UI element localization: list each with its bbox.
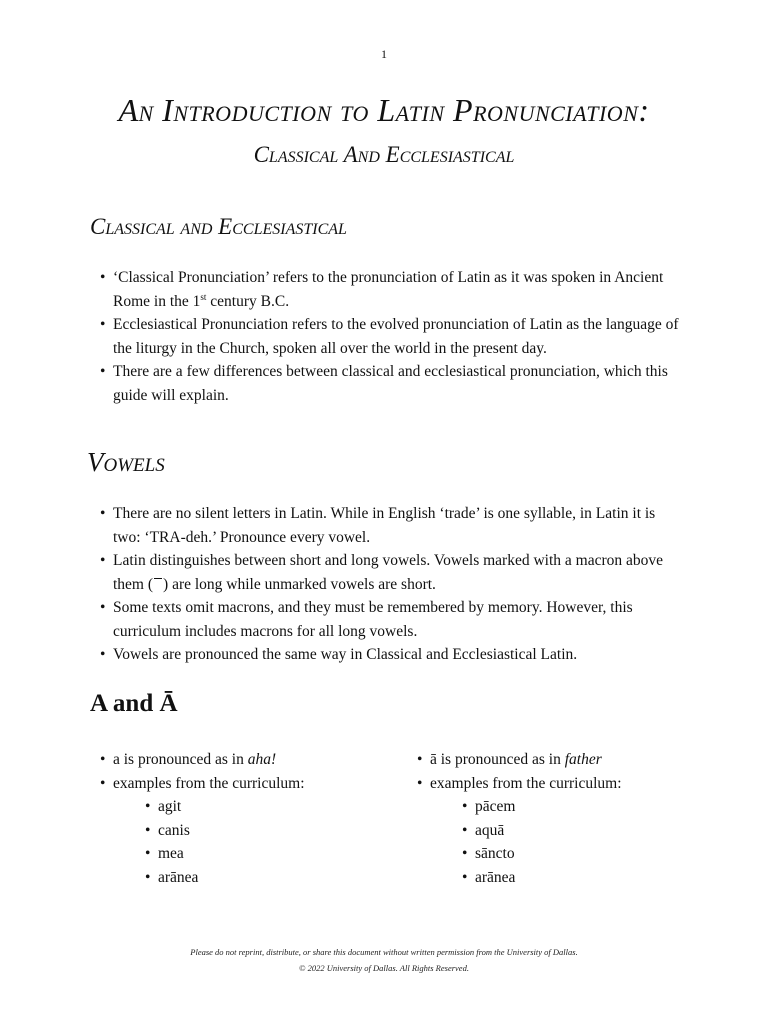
bullet-dot: • [100, 552, 106, 569]
long-a-example [417, 866, 717, 890]
long-a-column [417, 748, 717, 889]
bullet-dot: • [145, 821, 151, 839]
bullet-dot: • [145, 798, 151, 815]
classical-bullet-2-text: Ecclesiastical Pronunciation refers to the evolved pronunciation of Latin as the language of the liturgy in the Church, spoken all over the world in the present day. [113, 316, 679, 357]
long-a-pronunciation [417, 748, 717, 772]
classical-bullet-1 [100, 266, 680, 313]
bullet-dot: • [462, 798, 468, 815]
short-a-column [100, 748, 400, 889]
short-a-example [100, 866, 400, 890]
heading-a-and-a-macron: A and Ā [90, 690, 178, 717]
classical-bullet-1-text: ‘Classical Pronunciation’ refers to the pronunciation of Latin as it was spoken in Ancient Rome in the 1 [113, 269, 664, 310]
long-a-examples-label [417, 772, 717, 796]
classical-bullet-1-text-end: century B.C. [206, 292, 290, 310]
footer-notice: Please do not reprint, distribute, or share this document without written permission from the University of Dallas. [190, 947, 578, 957]
short-a-examples-label [100, 772, 400, 796]
example-word: pācem [475, 798, 516, 815]
long-a-example [417, 795, 717, 819]
bullet-dot: • [100, 269, 106, 286]
page-number: 1 [381, 47, 387, 61]
vowels-bullet-2-text-end: ) are long while unmarked vowels are short. [163, 575, 436, 593]
document-title: An Introduction to Latin Pronunciation: [118, 92, 650, 128]
example-word: sāncto [475, 845, 515, 862]
long-a-examples-label-text: examples from the curriculum: [430, 774, 622, 792]
vowels-bullet-1-text: There are no silent letters in Latin. While in English ‘trade’ is one syllable, in Latin it is two: ‘TRA-deh.’ Pronounce every vowel. [113, 505, 656, 546]
long-a-example [417, 842, 717, 866]
example-word: mea [158, 845, 184, 862]
bullet-dot: • [417, 774, 423, 792]
bullet-dot: • [145, 868, 151, 886]
document-subtitle: Classical And Ecclesiastical [253, 142, 515, 167]
bullet-dot: • [145, 845, 151, 862]
example-word: canis [158, 821, 190, 839]
classical-bullet-3-text: There are a few differences between classical and ecclesiastical pronunciation, which this guide will explain. [113, 363, 668, 404]
bullet-dot: • [417, 751, 423, 768]
vowels-bullet-2 [100, 549, 680, 596]
vowels-bullet-list [100, 502, 680, 667]
short-a-pronunciation [100, 748, 400, 772]
bullet-dot: • [100, 646, 106, 663]
vowels-bullet-1 [100, 502, 680, 549]
example-word: agit [158, 798, 182, 815]
bullet-dot: • [100, 774, 106, 792]
bullet-dot: • [100, 363, 106, 380]
heading-vowels: Vowels [87, 447, 165, 477]
bullet-dot: • [100, 751, 106, 768]
vowels-bullet-2-text: Latin distinguishes between short and long vowels. Vowels marked with a macron above them ( [113, 552, 664, 593]
short-a-example [100, 795, 400, 819]
example-word: aquā [475, 821, 505, 839]
vowels-bullet-3-text: Some texts omit macrons, and they must be remembered by memory. However, this curriculum includes macrons for all long vowels. [113, 599, 633, 640]
vowels-bullet-4 [100, 643, 680, 667]
example-word: arānea [475, 868, 516, 886]
long-a-example [417, 819, 717, 843]
short-a-example [100, 819, 400, 843]
bullet-dot: • [100, 316, 106, 333]
vowels-bullet-4-text: Vowels are pronounced the same way in Classical and Ecclesiastical Latin. [113, 646, 578, 663]
short-a-pron-text: a is pronounced as in [113, 751, 248, 768]
classical-bullet-2 [100, 313, 680, 360]
bullet-dot: • [462, 821, 468, 839]
heading-classical-ecclesiastical: Classical and Ecclesiastical [90, 214, 347, 239]
macron-symbol-icon [153, 577, 163, 591]
short-a-pron-word: aha! [247, 751, 277, 768]
example-word: arānea [158, 868, 199, 886]
bullet-dot: • [462, 845, 468, 862]
superscript-st: st [200, 291, 207, 302]
bullet-dot: • [462, 868, 468, 886]
long-a-pron-text: ā is pronounced as in [430, 751, 565, 768]
classical-bullet-3 [100, 360, 680, 407]
long-a-pron-word: father [564, 751, 602, 768]
short-a-examples-label-text: examples from the curriculum: [113, 774, 305, 792]
classical-bullet-list [100, 266, 680, 407]
footer-copyright: © 2022 University of Dallas. All Rights Reserved. [299, 963, 469, 973]
bullet-dot: • [100, 505, 106, 522]
bullet-dot: • [100, 599, 106, 616]
vowels-bullet-3 [100, 596, 680, 643]
short-a-example [100, 842, 400, 866]
